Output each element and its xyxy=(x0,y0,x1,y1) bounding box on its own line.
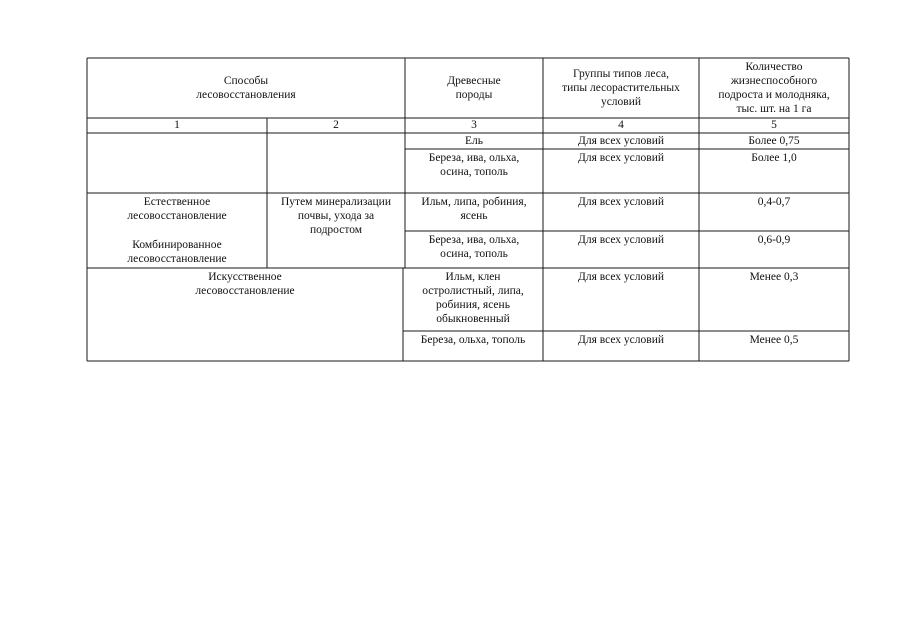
header-species: Древесные породы xyxy=(447,75,501,101)
header-forest-groups: Группы типов леса, типы лесорастительных условий xyxy=(562,68,680,108)
table-cell-quantity: Менее 0,5 xyxy=(749,334,799,346)
column-number-4: 4 xyxy=(618,119,624,131)
table-cell-conditions: Для всех условий xyxy=(577,152,664,164)
table-cell-species: Береза, ольха, тополь xyxy=(420,334,526,346)
table-cell-quantity: Более 1,0 xyxy=(751,152,797,164)
table-cell-species: Береза, ива, ольха, осина, тополь xyxy=(428,234,520,260)
measure-mineralization: Путем минерализации почвы, ухода за подростом xyxy=(281,196,391,236)
table-cell-conditions: Для всех условий xyxy=(577,135,664,147)
table-cell-conditions: Для всех условий xyxy=(577,271,664,283)
column-number-2: 2 xyxy=(333,119,339,131)
column-number-5: 5 xyxy=(771,119,777,131)
column-number-3: 3 xyxy=(471,119,477,131)
column-number-1: 1 xyxy=(174,119,180,131)
method-combined: Комбинированное лесовосстановление xyxy=(127,239,227,265)
table-cell-species: Ильм, липа, робиния, ясень xyxy=(421,196,527,222)
table-cell-species: Береза, ива, ольха, осина, тополь xyxy=(428,152,520,178)
method-artificial: Искусственное лесовосстановление xyxy=(195,271,295,297)
header-methods: Способы лесовосстановления xyxy=(196,75,296,101)
method-natural: Естественное лесовосстановление xyxy=(127,196,227,222)
header-quantity: Количество жизнеспособного подроста и молодняка, тыс. шт. на 1 га xyxy=(718,61,830,115)
table-cell-quantity: 0,4-0,7 xyxy=(757,196,791,208)
table-cell-conditions: Для всех условий xyxy=(577,196,664,208)
table-cell-conditions: Для всех условий xyxy=(577,234,664,246)
table-cell-quantity: Менее 0,3 xyxy=(749,271,799,283)
table-cell-quantity: Более 0,75 xyxy=(748,135,800,147)
table-cell-conditions: Для всех условий xyxy=(577,334,664,346)
table-cell-species: Ильм, клен остролистный, липа, робиния, ясень обыкновенный xyxy=(422,271,524,325)
table-cell-species: Ель xyxy=(464,135,483,147)
table-cell-quantity: 0,6-0,9 xyxy=(757,234,791,246)
